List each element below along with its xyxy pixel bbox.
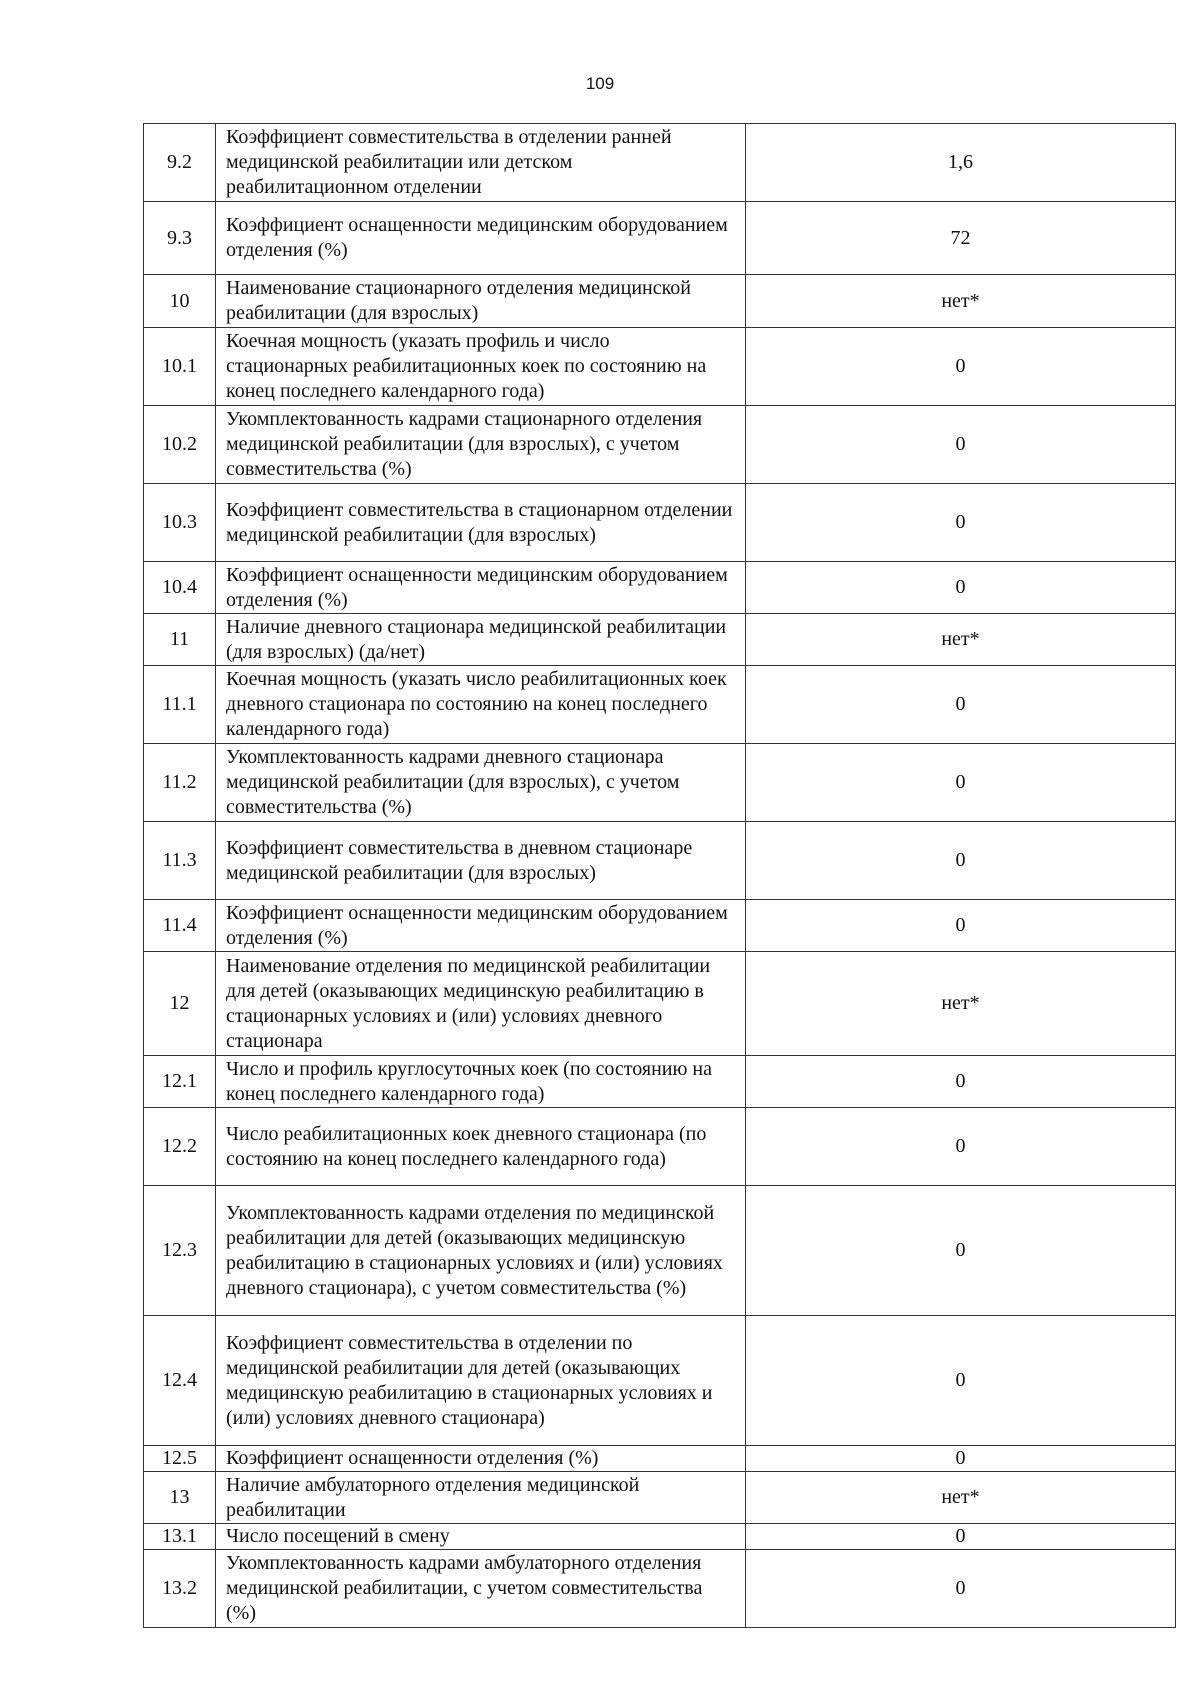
indicator-value: нет* <box>746 614 1176 666</box>
table-row <box>144 484 1176 562</box>
table-body <box>144 124 1176 1628</box>
indicator-name: Укомплектованность кадрами отделения по медицинской реабилитации для детей (оказывающих медицинскую реабилитацию в стационарных условиях и (или) условиях дневного стационара), с учетом совместительства (%) <box>216 1186 746 1316</box>
indicator-value: 0 <box>746 1446 1176 1472</box>
table-row <box>144 1446 1176 1472</box>
indicator-name: Коэффициент оснащенности отделения (%) <box>216 1446 746 1472</box>
indicator-name: Укомплектованность кадрами амбулаторного отделения медицинской реабилитации, с учетом совместительства (%) <box>216 1550 746 1628</box>
indicator-value: нет* <box>746 952 1176 1056</box>
row-number: 12.5 <box>144 1446 216 1472</box>
indicator-value: 0 <box>746 1550 1176 1628</box>
indicators-table <box>143 123 1176 1628</box>
row-number: 13 <box>144 1472 216 1524</box>
indicator-name: Число посещений в смену <box>216 1524 746 1550</box>
table-row <box>144 1524 1176 1550</box>
indicator-name: Коэффициент оснащенности медицинским оборудованием отделения (%) <box>216 562 746 614</box>
table-row <box>144 406 1176 484</box>
table-row <box>144 822 1176 900</box>
row-number: 12.2 <box>144 1108 216 1186</box>
indicator-value: 0 <box>746 1524 1176 1550</box>
row-number: 10.2 <box>144 406 216 484</box>
table-row <box>144 275 1176 328</box>
indicator-name: Коечная мощность (указать число реабилитационных коек дневного стационара по состоянию на конец последнего календарного года) <box>216 666 746 744</box>
row-number: 11.1 <box>144 666 216 744</box>
indicator-value: 0 <box>746 406 1176 484</box>
row-number: 9.2 <box>144 124 216 202</box>
indicator-name: Коэффициент совместительства в стационарном отделении медицинской реабилитации (для взрослых) <box>216 484 746 562</box>
indicator-name: Наименование стационарного отделения медицинской реабилитации (для взрослых) <box>216 275 746 328</box>
row-number: 11.4 <box>144 900 216 952</box>
table-row <box>144 328 1176 406</box>
indicator-name: Коэффициент совместительства в отделении по медицинской реабилитации для детей (оказывающих медицинскую реабилитацию в стационарных условиях и (или) условиях дневного стационара) <box>216 1316 746 1446</box>
row-number: 11.2 <box>144 744 216 822</box>
indicator-value: 0 <box>746 744 1176 822</box>
indicator-value: 0 <box>746 666 1176 744</box>
indicator-name: Наличие амбулаторного отделения медицинской реабилитации <box>216 1472 746 1524</box>
row-number: 10.4 <box>144 562 216 614</box>
row-number: 10.3 <box>144 484 216 562</box>
indicator-name: Число и профиль круглосуточных коек (по состоянию на конец последнего календарного года) <box>216 1056 746 1108</box>
row-number: 11 <box>144 614 216 666</box>
table-row <box>144 1472 1176 1524</box>
page-number: 109 <box>585 74 615 93</box>
table-row <box>144 562 1176 614</box>
indicator-value: 0 <box>746 900 1176 952</box>
table-row <box>144 614 1176 666</box>
indicator-value: 0 <box>746 562 1176 614</box>
row-number: 12.1 <box>144 1056 216 1108</box>
table-row <box>144 202 1176 275</box>
table-row <box>144 744 1176 822</box>
indicator-value: нет* <box>746 275 1176 328</box>
table-row <box>144 124 1176 202</box>
table-row <box>144 952 1176 1056</box>
indicator-value: 0 <box>746 822 1176 900</box>
indicator-value: 0 <box>746 1316 1176 1446</box>
indicator-value: 0 <box>746 1056 1176 1108</box>
table-row <box>144 1056 1176 1108</box>
indicator-name: Число реабилитационных коек дневного стационара (по состоянию на конец последнего календарного года) <box>216 1108 746 1186</box>
indicator-name: Коечная мощность (указать профиль и число стационарных реабилитационных коек по состоянию на конец последнего календарного года) <box>216 328 746 406</box>
row-number: 12.3 <box>144 1186 216 1316</box>
indicator-name: Коэффициент оснащенности медицинским оборудованием отделения (%) <box>216 202 746 275</box>
indicator-name: Коэффициент оснащенности медицинским оборудованием отделения (%) <box>216 900 746 952</box>
row-number: 10.1 <box>144 328 216 406</box>
table-row <box>144 1186 1176 1316</box>
table-row <box>144 900 1176 952</box>
row-number: 12 <box>144 952 216 1056</box>
indicator-name: Наименование отделения по медицинской реабилитации для детей (оказывающих медицинскую реабилитацию в стационарных условиях и (или) условиях дневного стационара <box>216 952 746 1056</box>
indicator-name: Коэффициент совместительства в дневном стационаре медицинской реабилитации (для взрослых) <box>216 822 746 900</box>
indicator-value: 0 <box>746 1108 1176 1186</box>
table-row <box>144 666 1176 744</box>
indicator-name: Коэффициент совместительства в отделении ранней медицинской реабилитации или детском реабилитационном отделении <box>216 124 746 202</box>
table-row <box>144 1316 1176 1446</box>
row-number: 10 <box>144 275 216 328</box>
indicator-value: 0 <box>746 484 1176 562</box>
indicator-value: 0 <box>746 1186 1176 1316</box>
indicator-name: Укомплектованность кадрами стационарного отделения медицинской реабилитации (для взрослых), с учетом совместительства (%) <box>216 406 746 484</box>
row-number: 11.3 <box>144 822 216 900</box>
indicator-name: Укомплектованность кадрами дневного стационара медицинской реабилитации (для взрослых), с учетом совместительства (%) <box>216 744 746 822</box>
table-row <box>144 1108 1176 1186</box>
row-number: 9.3 <box>144 202 216 275</box>
row-number: 13.2 <box>144 1550 216 1628</box>
row-number: 13.1 <box>144 1524 216 1550</box>
indicator-value: 72 <box>746 202 1176 275</box>
row-number: 12.4 <box>144 1316 216 1446</box>
table-row <box>144 1550 1176 1628</box>
indicator-value: 1,6 <box>746 124 1176 202</box>
indicator-value: 0 <box>746 328 1176 406</box>
indicator-name: Наличие дневного стационара медицинской реабилитации (для взрослых) (да/нет) <box>216 614 746 666</box>
indicator-value: нет* <box>746 1472 1176 1524</box>
